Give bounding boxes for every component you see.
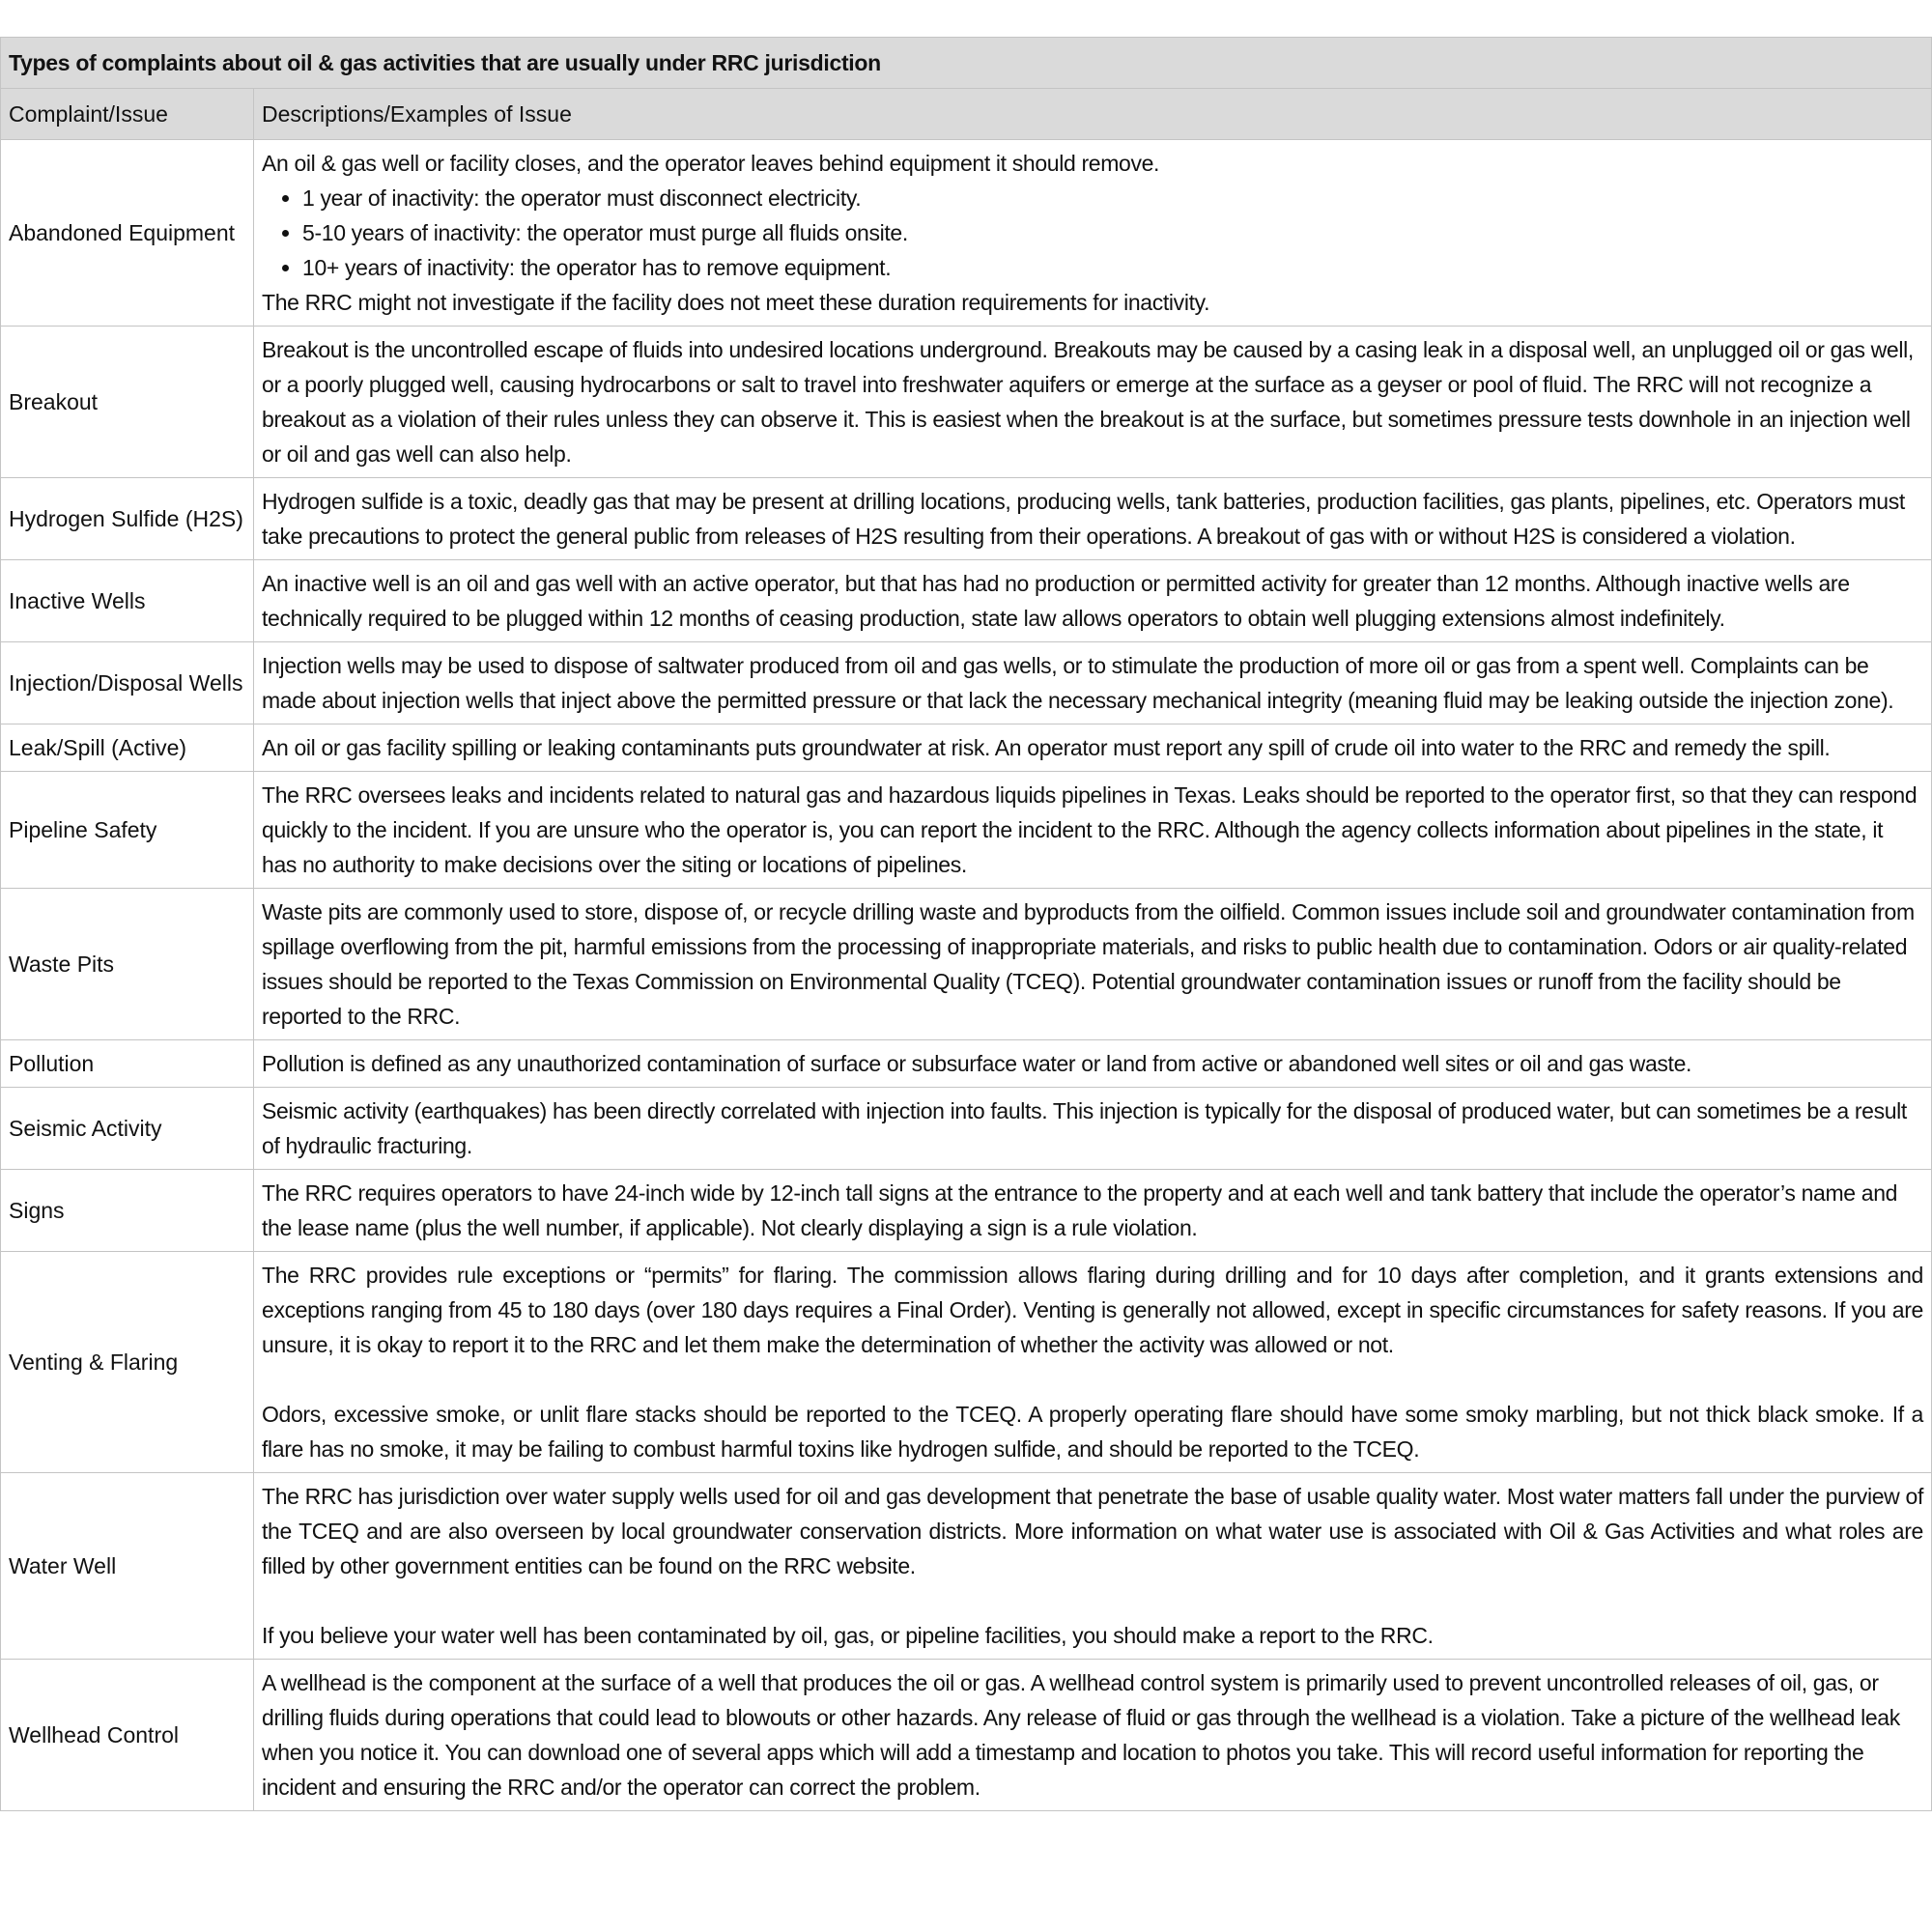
description-cell bbox=[254, 1088, 1932, 1170]
inactivity-list bbox=[262, 181, 1923, 285]
description-cell bbox=[254, 1170, 1932, 1252]
table-header-row bbox=[1, 89, 1932, 140]
table-row bbox=[1, 642, 1932, 724]
column-header-description: Descriptions/Examples of Issue bbox=[254, 89, 1932, 140]
issue-cell: Breakout bbox=[1, 327, 254, 478]
description-paragraph: A wellhead is the component at the surface of a well that produces the oil or gas. A wellhead control system is primarily used to prevent uncontrolled releases of oil, gas, or drilling fluids during operations that could lead to blowouts or other hazards. Any release of fluid or gas through the wellhead is a violation. Take a picture of the wellhead leak when you notice it. You can download one of several apps which will add a timestamp and location to photos you take. This will record useful information for reporting the incident and ensuring the RRC and/or the operator can correct the problem. bbox=[262, 1670, 1900, 1800]
description-cell bbox=[254, 1252, 1932, 1473]
description-outro: The RRC might not investigate if the facility does not meet these duration requirements for inactivity. bbox=[262, 290, 1210, 315]
issue-cell: Waste Pits bbox=[1, 889, 254, 1040]
table-row bbox=[1, 1660, 1932, 1811]
description-paragraph: The RRC has jurisdiction over water supply wells used for oil and gas development that penetrate the base of usable quality water. Most water matters fall under the purview of the TCEQ and are also overseen by local groundwater conservation districts. More information on what water use is associated with Oil & Gas Activities and what roles are filled by other government entities can be found on the RRC website. bbox=[262, 1484, 1923, 1578]
table-title-row bbox=[1, 38, 1932, 89]
description-paragraph: An oil or gas facility spilling or leaking contaminants puts groundwater at risk. An operator must report any spill of crude oil into water to the RRC and remedy the spill. bbox=[262, 735, 1831, 760]
issue-cell: Hydrogen Sulfide (H2S) bbox=[1, 478, 254, 560]
description-paragraph: If you believe your water well has been contaminated by oil, gas, or pipeline facilities, you should make a report to the RRC. bbox=[262, 1623, 1434, 1648]
table-row bbox=[1, 1170, 1932, 1252]
column-header-issue: Complaint/Issue bbox=[1, 89, 254, 140]
description-paragraph: Pollution is defined as any unauthorized contamination of surface or subsurface water or land from active or abandoned well sites or oil and gas waste. bbox=[262, 1051, 1692, 1076]
issue-cell: Pollution bbox=[1, 1040, 254, 1088]
description-cell bbox=[254, 642, 1932, 724]
table-row bbox=[1, 1040, 1932, 1088]
description-paragraph: The RRC requires operators to have 24-inch wide by 12-inch tall signs at the entrance to the property and at each well and tank battery that include the operator’s name and the lease name (plus the well number, if applicable). Not clearly displaying a sign is a rule violation. bbox=[262, 1180, 1898, 1240]
complaints-table-container bbox=[0, 37, 1932, 1811]
description-cell bbox=[254, 327, 1932, 478]
list-item: • 5-10 years of inactivity: the operator must purge all fluids onsite. bbox=[302, 215, 1923, 250]
table-row bbox=[1, 560, 1932, 642]
description-cell bbox=[254, 560, 1932, 642]
table-row bbox=[1, 1473, 1932, 1660]
description-paragraph: Odors, excessive smoke, or unlit flare stacks should be reported to the TCEQ. A properly operating flare should have some smoky marbling, but not thick black smoke. If a flare has no smoke, it may be failing to combust harmful toxins like hydrogen sulfide, and should be reported to the TCEQ. bbox=[262, 1402, 1923, 1462]
table-row bbox=[1, 889, 1932, 1040]
table-row bbox=[1, 1088, 1932, 1170]
table-row bbox=[1, 772, 1932, 889]
description-cell bbox=[254, 1660, 1932, 1811]
description-cell bbox=[254, 772, 1932, 889]
issue-cell: Leak/Spill (Active) bbox=[1, 724, 254, 772]
description-cell bbox=[254, 1040, 1932, 1088]
issue-cell: Water Well bbox=[1, 1473, 254, 1660]
description-cell bbox=[254, 1473, 1932, 1660]
issue-cell: Inactive Wells bbox=[1, 560, 254, 642]
description-paragraph: The RRC provides rule exceptions or “permits” for flaring. The commission allows flaring during drilling and for 10 days after completion, and it grants extensions and exceptions ranging from 45 to 180 days (over 180 days requires a Final Order). Venting is generally not allowed, except in specific circumstances for safety reasons. If you are unsure, it is okay to report it to the RRC and let them make the determination of whether the activity was allowed or not. bbox=[262, 1263, 1923, 1357]
table-title: Types of complaints about oil & gas activities that are usually under RRC jurisdiction bbox=[1, 38, 1932, 89]
table-row bbox=[1, 140, 1932, 327]
complaints-table bbox=[0, 37, 1932, 1811]
description-paragraph: Injection wells may be used to dispose of saltwater produced from oil and gas wells, or to stimulate the production of more oil or gas from a spent well. Complaints can be made about injection wells that inject above the permitted pressure or that lack the necessary mechanical integrity (meaning fluid may be leaking outside the injection zone). bbox=[262, 653, 1894, 713]
table-row bbox=[1, 1252, 1932, 1473]
description-cell bbox=[254, 478, 1932, 560]
issue-cell: Venting & Flaring bbox=[1, 1252, 254, 1473]
issue-cell: Pipeline Safety bbox=[1, 772, 254, 889]
description-paragraph: Breakout is the uncontrolled escape of fluids into undesired locations underground. Breakouts may be caused by a casing leak in a disposal well, an unplugged oil or gas well, or a poorly plugged well, causing hydrocarbons or salt to travel into freshwater aquifers or emerge at the surface as a geyser or pool of fluid. The RRC will not recognize a breakout as a violation of their rules unless they can observe it. This is easiest when the breakout is at the surface, but sometimes pressure tests downhole in an injection well or oil and gas well can also help. bbox=[262, 337, 1914, 467]
list-item: • 1 year of inactivity: the operator must disconnect electricity. bbox=[302, 181, 1923, 215]
description-paragraph: Waste pits are commonly used to store, dispose of, or recycle drilling waste and byproducts from the oilfield. Common issues include soil and groundwater contamination from spillage overflowing from the pit, harmful emissions from the processing of inappropriate materials, and risks to public health due to contamination. Odors or air quality-related issues should be reported to the Texas Commission on Environmental Quality (TCEQ). Potential groundwater contamination issues or runoff from the facility should be reported to the RRC. bbox=[262, 899, 1915, 1029]
description-paragraph: An inactive well is an oil and gas well with an active operator, but that has had no production or permitted activity for greater than 12 months. Although inactive wells are technically required to be plugged within 12 months of ceasing production, state law allows operators to obtain well plugging extensions almost indefinitely. bbox=[262, 571, 1850, 631]
description-cell bbox=[254, 724, 1932, 772]
issue-cell: Abandoned Equipment bbox=[1, 140, 254, 327]
description-intro: An oil & gas well or facility closes, and the operator leaves behind equipment it should remove. bbox=[262, 151, 1160, 176]
description-paragraph: The RRC oversees leaks and incidents related to natural gas and hazardous liquids pipelines in Texas. Leaks should be reported to the operator first, so that they can respond quickly to the incident. If you are unsure who the operator is, you can report the incident to the RRC. Although the agency collects information about pipelines in the state, it has no authority to make decisions over the siting or locations of pipelines. bbox=[262, 782, 1918, 877]
description-paragraph: Hydrogen sulfide is a toxic, deadly gas that may be present at drilling locations, producing wells, tank batteries, production facilities, gas plants, pipelines, etc. Operators must take precautions to protect the general public from releases of H2S resulting from their operations. A breakout of gas with or without H2S is considered a violation. bbox=[262, 489, 1905, 549]
table-row bbox=[1, 327, 1932, 478]
description-cell bbox=[254, 140, 1932, 327]
issue-cell: Seismic Activity bbox=[1, 1088, 254, 1170]
table-row bbox=[1, 724, 1932, 772]
issue-cell: Wellhead Control bbox=[1, 1660, 254, 1811]
table-row bbox=[1, 478, 1932, 560]
description-cell bbox=[254, 889, 1932, 1040]
issue-cell: Injection/Disposal Wells bbox=[1, 642, 254, 724]
description-paragraph: Seismic activity (earthquakes) has been directly correlated with injection into faults. This injection is typically for the disposal of produced water, but can sometimes be a result of hydraulic fracturing. bbox=[262, 1098, 1907, 1158]
list-item: • 10+ years of inactivity: the operator has to remove equipment. bbox=[302, 250, 1923, 285]
issue-cell: Signs bbox=[1, 1170, 254, 1252]
